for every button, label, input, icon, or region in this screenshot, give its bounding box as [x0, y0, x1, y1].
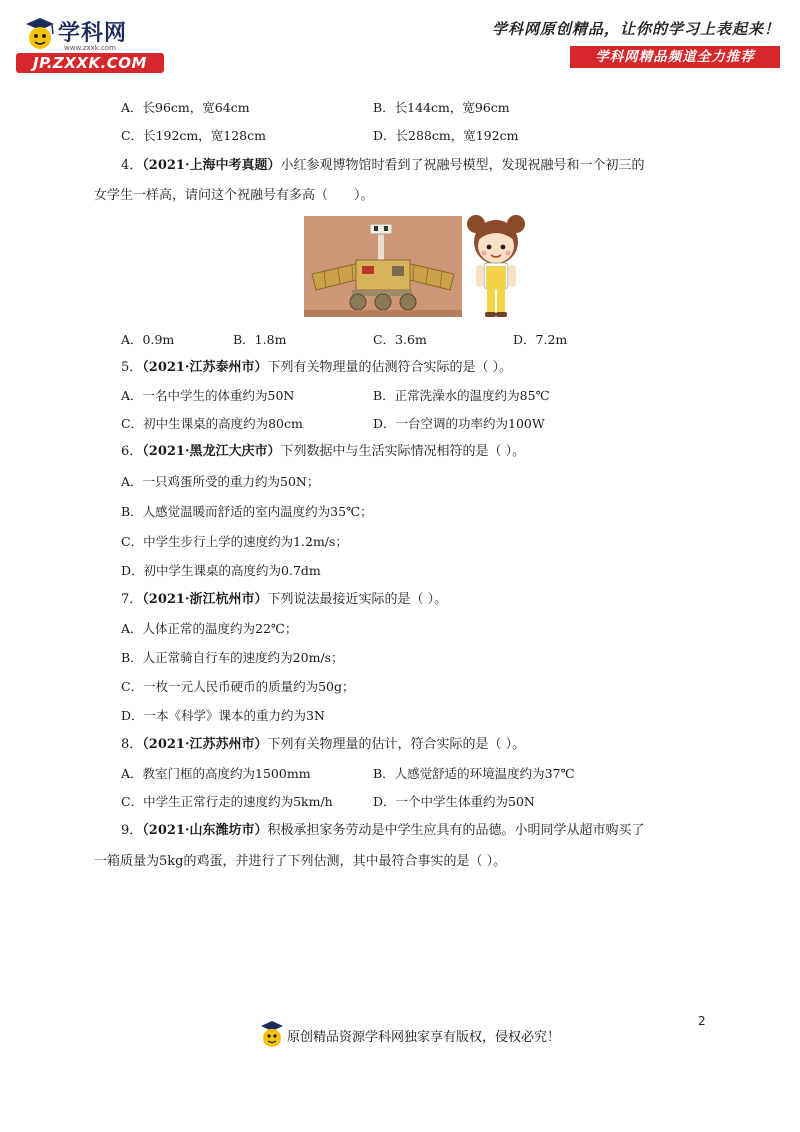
- q7-stem: [121, 591, 447, 609]
- q4-option-c: C．3.6m: [373, 332, 427, 347]
- q8-option-c: C．中学生正常行走的速度约为5km/h: [121, 794, 333, 809]
- q7-option-b: B．人正常骑自行车的速度约为20m/s；: [121, 650, 344, 665]
- logo-subtext: www.zxxk.com: [64, 44, 116, 52]
- q7-source: （2021·浙江杭州市）: [142, 592, 268, 607]
- header-slogan: 学科网原创精品，让你的学习上表起来！: [491, 20, 780, 38]
- mascot-icon: [20, 14, 60, 54]
- q3-option-d: D．长288cm，宽192cm: [373, 128, 519, 143]
- page-number: 2: [698, 1014, 706, 1028]
- q5-text: 下列有关物理量的估测符合实际的是（ ）。: [267, 360, 513, 375]
- q9-text: 积极承担家务劳动是中学生应具有的品德。小明同学从超市购买了: [267, 823, 645, 838]
- q8-number: 8．: [121, 737, 143, 752]
- q5-option-d: D．一台空调的功率约为100W: [373, 416, 545, 431]
- q9-stem-line2: 一箱质量为5kg的鸡蛋，并进行了下列估测，其中最符合事实的是（ ）。: [94, 854, 507, 869]
- q5-option-a: A．一名中学生的体重约为50N: [121, 388, 295, 403]
- q8-stem: [121, 736, 525, 754]
- q8-option-d: D．一个中学生体重约为50N: [373, 794, 535, 809]
- logo-text: 学科网: [58, 21, 128, 46]
- q6-option-b: B．人感觉温暖而舒适的室内温度约为35℃；: [121, 504, 373, 519]
- zhurong-rover-image: [304, 216, 462, 317]
- q8-source: （2021·江苏苏州市）: [142, 737, 268, 752]
- girl-illustration: [462, 210, 530, 320]
- q4-option-a: A．0.9m: [121, 332, 175, 347]
- q5-source: （2021·江苏泰州市）: [142, 360, 268, 375]
- q6-source: （2021·黑龙江大庆市）: [142, 444, 281, 459]
- q5-option-b: B．正常洗澡水的温度约为85℃: [373, 388, 550, 403]
- q4-text: 小红参观博物馆时看到了祝融号模型，发现祝融号和一个初三的: [280, 158, 645, 173]
- q4-source: （2021·上海中考真题）: [142, 158, 281, 173]
- q6-number: 6．: [121, 444, 143, 459]
- q4-option-d: D．7.2m: [513, 332, 568, 347]
- q6-option-a: A．一只鸡蛋所受的重力约为50N；: [121, 474, 320, 489]
- q6-text: 下列数据中与生活实际情况相符的是（ ）。: [280, 444, 526, 459]
- page-header: [0, 0, 800, 80]
- q7-text: 下列说法最接近实际的是（ ）。: [267, 592, 448, 607]
- q9-source: （2021·山东潍坊市）: [142, 823, 268, 838]
- mascot-icon: [257, 1018, 287, 1050]
- q3-option-a: A．长96cm，宽64cm: [121, 100, 250, 115]
- q7-option-a: A．人体正常的温度约为22℃；: [121, 621, 298, 636]
- q8-text: 下列有关物理量的估计，符合实际的是（ ）。: [267, 737, 526, 752]
- q8-option-b: B．人感觉舒适的环境温度约为37℃: [373, 766, 575, 781]
- q4-number: 4．: [121, 158, 143, 173]
- q7-option-c: C．一枚一元人民币硬币的质量约为50g；: [121, 679, 355, 694]
- q6-option-d: D．初中学生课桌的高度约为0.7dm: [121, 563, 321, 578]
- copyright-text: 原创精品资源学科网独家享有版权，侵权必究！: [287, 1030, 561, 1045]
- channel-banner: 学科网精品频道全力推荐: [570, 46, 780, 68]
- q5-number: 5．: [121, 360, 143, 375]
- q4-stem-line2: 女学生一样高，请问这个祝融号有多高（ ）。: [94, 188, 374, 203]
- q9-stem-line1: [121, 822, 645, 840]
- q5-option-c: C．初中生课桌的高度约为80cm: [121, 416, 303, 431]
- zxxk-logo[interactable]: [12, 12, 162, 72]
- copyright-footer: [257, 1018, 577, 1052]
- q6-option-c: C．中学生步行上学的速度约为1.2m/s；: [121, 534, 348, 549]
- q4-stem-line1: [121, 157, 645, 175]
- q6-stem: [121, 443, 525, 461]
- q3-option-b: B．长144cm，宽96cm: [373, 100, 510, 115]
- logo-url: JP.ZXXK.COM: [16, 53, 164, 73]
- q7-option-d: D．一本《科学》课本的重力约为3N: [121, 708, 325, 723]
- q4-option-b: B．1.8m: [233, 332, 287, 347]
- q9-number: 9．: [121, 823, 143, 838]
- q5-stem: [121, 359, 512, 377]
- q7-number: 7．: [121, 592, 143, 607]
- q8-option-a: A．教室门框的高度约为1500mm: [121, 766, 311, 781]
- q3-option-c: C．长192cm，宽128cm: [121, 128, 266, 143]
